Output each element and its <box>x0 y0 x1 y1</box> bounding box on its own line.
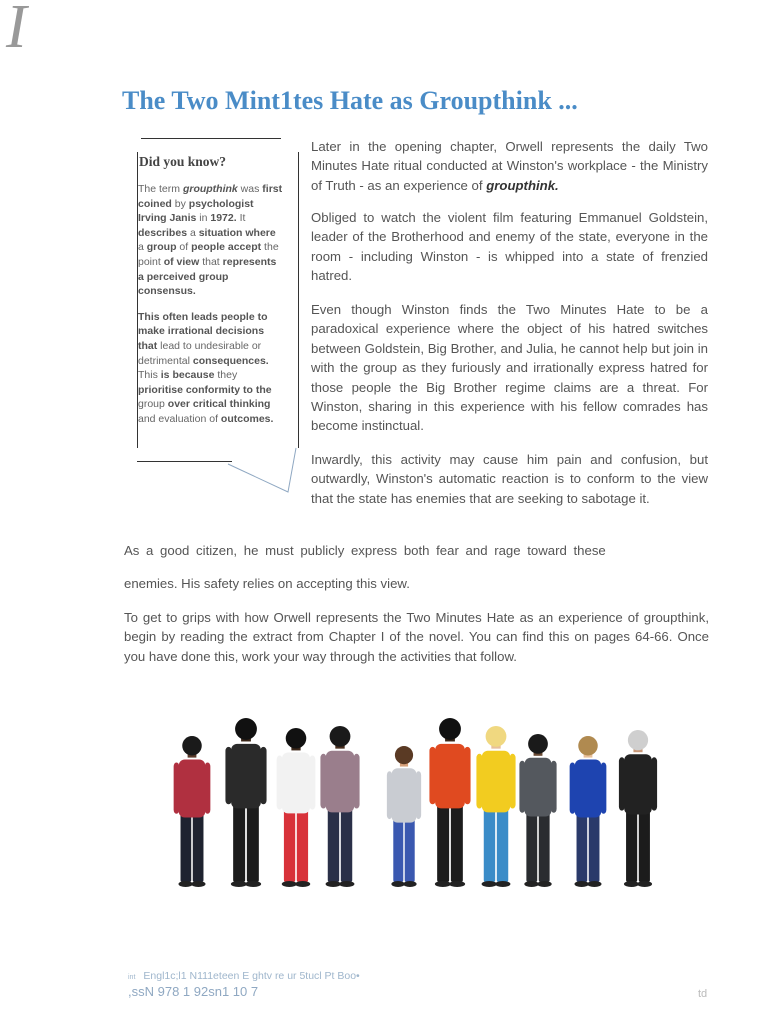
callout-bottom-rule <box>137 461 232 462</box>
speech-bubble-tail <box>226 446 298 496</box>
body-paragraph-5-line-1: As a good citizen, he must publicly express both fear and rage toward these <box>124 543 606 558</box>
callout-body <box>138 182 283 438</box>
group-of-people-illustration <box>160 700 680 900</box>
footer-imprint: int Engl1c;l1 N111eteen E ghtv re ur 5tucl Pt Boo• <box>128 970 360 982</box>
person-figure <box>619 730 657 887</box>
person-figure <box>277 728 316 887</box>
footer-isbn: ,ssN 978 1 92sn1 10 7 <box>128 984 259 999</box>
decorative-drop-letter: I <box>6 0 27 61</box>
body-paragraph-4: Inwardly, this activity may cause him pain and confusion, but outwardly, Winston's automatic reaction is to conform to the view that the state has enemies that are seeking to sabotage it. <box>311 452 708 506</box>
body-paragraph-1: Later in the opening chapter, Orwell represents the daily Two Minutes Hate ritual conducted at Winston's workplace - the Ministry of Truth - as an experience of groupthink. <box>311 139 708 193</box>
body-paragraph-3: Even though Winston finds the Two Minutes Hate to be a paradoxical experience where the object of his hatred switches between Goldstein, Big Brother, and Julia, he cannot help but join in with the group as they furiously and irrationally express hatred for those people the Big Brother regime claims are a threat. For Winston, sharing in this experience with his fellow comrades has become instinctual. <box>311 302 708 434</box>
body-paragraph-5-line-2: enemies. His safety relies on accepting this view. <box>124 576 410 591</box>
person-figure <box>225 718 266 887</box>
person-figure <box>476 726 515 887</box>
groupthink-emphasis: groupthink. <box>486 177 559 193</box>
body-paragraph-2: Obliged to watch the violent film featuring Emmanuel Goldstein, leader of the Brotherhood and enemy of the state, everyone in the room - including Winston - is whipped into a state of frenzied hatred. <box>311 210 708 284</box>
person-figure <box>429 718 470 887</box>
callout-top-rule <box>141 138 281 139</box>
instructions-paragraph: To get to grips with how Orwell represents the Two Minutes Hate as an experience of groupthink, begin by reading the extract from Chapter I of the novel. You can find this on pages 64-66. Once you have done this, work your way through the activities that follow. <box>124 610 709 664</box>
callout-paragraph-consequences: This often leads people to make irrational decisions that lead to undesirable or detrimental consequences. This is because they prioritise conformity to the group over critical thinking and evaluation of outcomes. <box>138 310 274 425</box>
person-figure <box>570 736 607 887</box>
footer-page-mark: td <box>698 988 708 1000</box>
person-figure <box>174 736 211 887</box>
callout-heading: Did you know? <box>139 154 227 169</box>
page-title: The Two Mint1tes Hate as Groupthink ... <box>122 86 578 115</box>
callout-paragraph-definition: The term groupthink was first coined by psychologist Irving Janis in 1972. It describes a situation where a group of people accept the point of view that represents a perceived group consensus. <box>138 183 283 298</box>
person-figure <box>320 726 359 887</box>
person-figure <box>519 734 556 887</box>
person-figure <box>387 746 421 887</box>
